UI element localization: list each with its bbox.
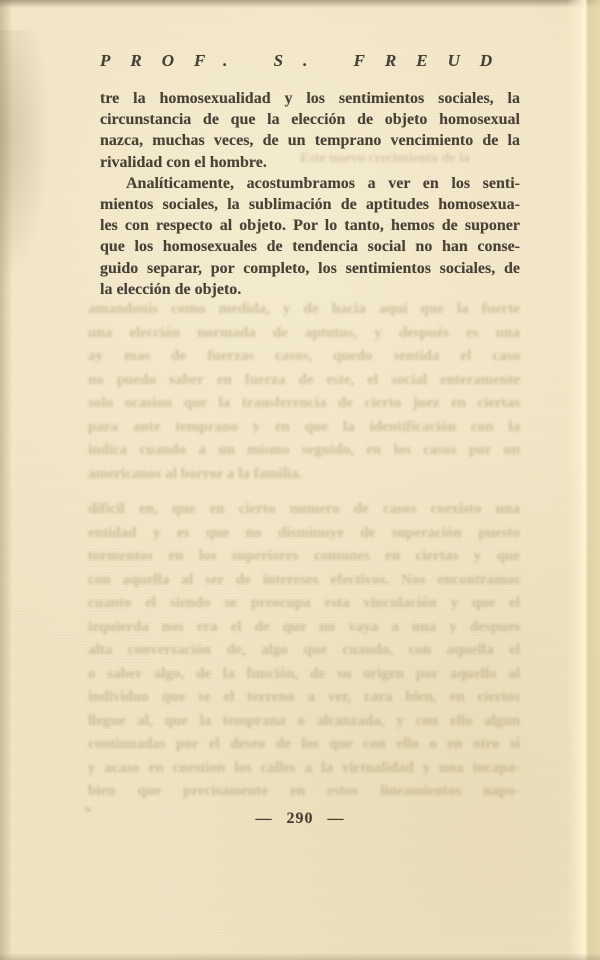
text-line: alta conversación de, algo que cuando, con aquella el <box>88 642 520 658</box>
paper-edge-bottom <box>0 953 600 960</box>
running-head: PROF. S. FREUD <box>100 51 513 70</box>
text-line: llegue al, que la temprana o alcanzada, y con ello algun <box>88 712 520 729</box>
text-line: rivalidad con el hombre. <box>100 153 267 171</box>
page-number: — 290 — <box>255 810 345 827</box>
text-line: para ante temprano y en que la identificación con la <box>88 418 520 435</box>
text-line: guido separar, por completo, los sentimientos sociales, de <box>100 259 520 277</box>
text-line: circunstancia de que la elección de objeto homosexual <box>100 111 520 129</box>
text-line: la elección de objeto. <box>100 280 242 298</box>
text-line: tormentos en los superiores comunes en ciertas y que <box>88 548 520 564</box>
paper-edge-top <box>0 0 600 8</box>
text-line: bien que precisamente en estos lineamientos napo- <box>88 783 520 799</box>
text-line: izquierda nos era el de que no vaya a una y despues <box>88 618 520 635</box>
text-line: o saber algo, de la función, de su origen por aquello al <box>88 665 520 682</box>
bleedthrough-block-a <box>88 298 520 486</box>
text-line: no puedo saber en fuerza de este, el social enteramente <box>88 371 520 388</box>
paragraph-2 <box>100 173 520 300</box>
text-line: Este nuevo crecimiento de la <box>300 151 471 166</box>
text-line: entidad y es que no disminuye de superación puesto <box>88 524 520 541</box>
text-line: americanos al borror a la familia. <box>88 465 303 482</box>
text-line: una elección normada de aptutus, y después es una <box>88 324 520 341</box>
text-line: continuadas por el deseo de los que con ello o en otro si <box>88 736 520 752</box>
text-line: individuo que se el terreno a ver, cara bien, en ciertos <box>88 689 520 705</box>
paper-edge-right <box>566 0 600 960</box>
text-line: ay mas de fuerzas casos, quedo sentida el caso <box>88 348 520 364</box>
bleedthrough-block-b <box>88 498 520 804</box>
text-line: que los homosexuales de tendencia social no han conse- <box>100 238 520 256</box>
text-line: nazca, muchas veces, de un temprano vencimiento de la <box>100 132 520 150</box>
text-line: indica cuando a un mismo seguido, en los casos por un <box>88 442 520 458</box>
paper-edge-left <box>0 0 12 960</box>
text-line: tre la homosexualidad y los sentimientos sociales, la <box>100 90 520 107</box>
text-line: Analíticamente, acostumbramos a ver en los senti- <box>126 174 520 192</box>
text-line: amandonis como medida, y de hacia aqui que la fuerte <box>88 301 520 317</box>
stray-ink-mark: w <box>84 803 92 815</box>
text-line: con aquella al ser de intereses efectivos. Nos encontramos <box>88 571 520 588</box>
paragraph-1 <box>100 88 520 173</box>
body-text <box>100 88 520 300</box>
text-line: mientos sociales, la sublimación de aptitudes homosexua- <box>100 196 520 214</box>
text-line: solo ocasion que la transferencia de cierto juez en ciertas <box>88 395 520 411</box>
text-line: cuanto el siendo se preocupa esta vinculación y que el <box>88 595 520 611</box>
text-line: y acaso en cuestion los calles a la virtualidad y una incapa- <box>88 759 520 776</box>
text-line: les con respecto al objeto. Por lo tanto, hemos de suponer <box>100 217 520 235</box>
text-line: dificil en, que en cierto numero de casos coexisto una <box>88 501 520 517</box>
